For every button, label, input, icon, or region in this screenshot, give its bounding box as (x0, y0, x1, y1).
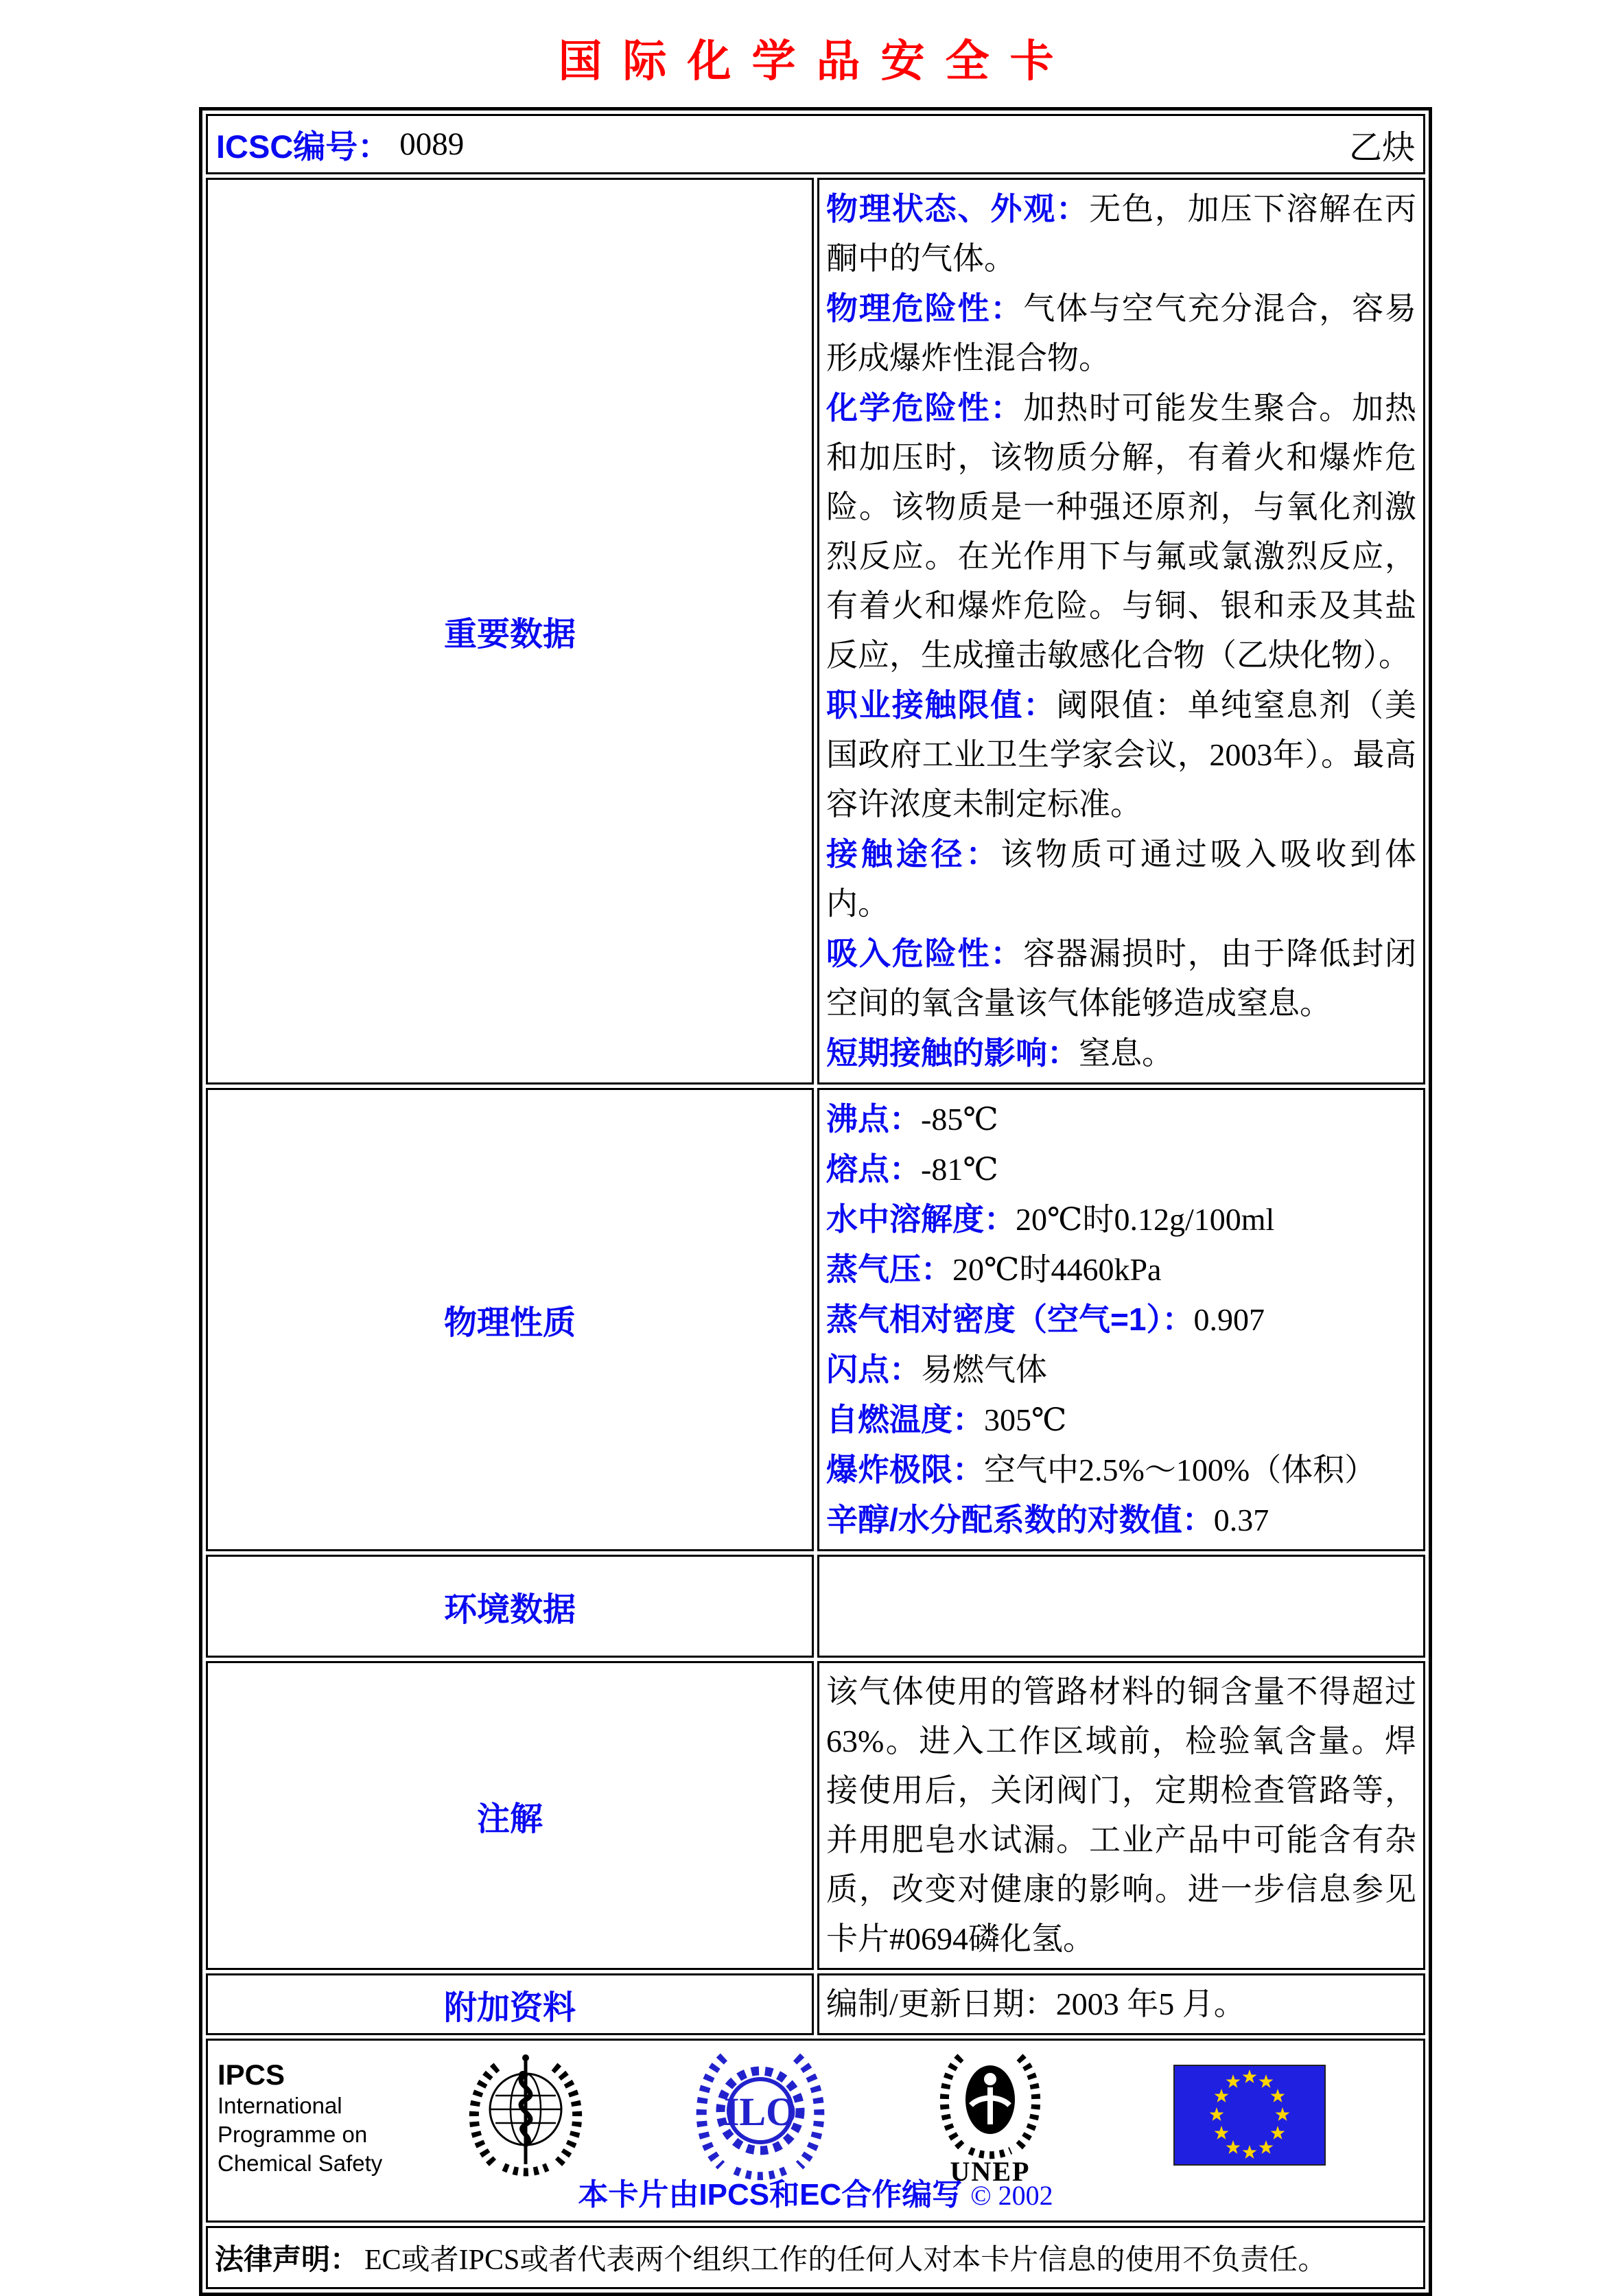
table-row-physical-properties (206, 1088, 1425, 1551)
property-value: 0.907 (1193, 1302, 1265, 1337)
field-label: 职业接触限值： (826, 687, 1057, 723)
property-value: 20℃时4460kPa (952, 1252, 1162, 1287)
notes-paragraph: 该气体使用的管路材料的铜含量不得超过63%。进入工作区域前，检验氧含量。焊接使用后，关闭阀门，定期检查管路等，并用肥皂水试漏。工业产品中可能含有杂质，改变对健康的影响。进一步信息参见卡片#0694磷化氢。 (826, 1674, 1416, 1956)
section-label-physical-properties: 物理性质 (206, 1088, 814, 1551)
eu-flag-icon (1174, 2065, 1325, 2165)
ipcs-acronym: IPCS (218, 2059, 285, 2091)
property-flash-point (826, 1345, 1416, 1395)
page-title: 国际化学品安全卡 (558, 37, 1075, 86)
property-melting-point (826, 1144, 1416, 1194)
notes-content (817, 1661, 1425, 1970)
safety-card-table (199, 107, 1432, 2296)
field-text: 窒息。 (1079, 1036, 1173, 1071)
field-text: 气体与空气充分混合，容易形成爆炸性混合物。 (826, 291, 1417, 375)
caption-copyright: © 2002 (970, 2180, 1053, 2211)
unep-wordmark: UNEP (950, 2156, 1031, 2187)
property-water-solubility (826, 1194, 1416, 1244)
ilo-logo (688, 2042, 832, 2186)
property-label: 蒸气相对密度（空气=1）： (826, 1301, 1194, 1337)
field-label: 物理危险性： (826, 290, 1024, 326)
section-label-additional-info: 附加资料 (206, 1973, 814, 2035)
ilo-letters: ILO (723, 2089, 797, 2134)
table-row-legal (206, 2226, 1425, 2289)
paragraph-chemical-danger (826, 383, 1416, 680)
property-boiling-point (826, 1094, 1416, 1144)
field-text: 阈限值：单纯窒息剂（美国政府工业卫生学家会议，2003年）。最高容许浓度未制定标准。 (826, 688, 1417, 822)
additional-info-content: 编制/更新日期：2003 年5 月。 (817, 1973, 1425, 2035)
field-label: 接触途径： (826, 836, 1001, 872)
legal-text: EC或者IPCS或者代表两个组织工作的任何人对本卡片信息的使用不负责任。 (364, 2245, 1327, 2276)
property-vapor-pressure (826, 1244, 1416, 1295)
cooperation-caption (208, 2170, 1423, 2214)
section-label-notes: 注解 (206, 1661, 814, 1970)
property-label: 沸点： (826, 1101, 921, 1137)
section-label-environmental-data: 环境数据 (206, 1555, 814, 1658)
field-text: 容器漏损时，由于降低封闭空间的氧含量该气体能够造成窒息。 (826, 936, 1417, 1021)
ipcs-line-1: International (218, 2093, 342, 2118)
property-label: 闪点： (826, 1352, 921, 1387)
who-logo (457, 2046, 594, 2183)
important-data-content (817, 178, 1425, 1085)
property-explosive-limits (826, 1445, 1416, 1495)
header-cell (206, 114, 1425, 174)
paragraph-short-term-effects (826, 1028, 1416, 1078)
physical-properties-content (817, 1088, 1425, 1551)
property-value: 305℃ (984, 1402, 1067, 1437)
field-label: 吸入危险性： (826, 936, 1024, 971)
property-label: 水中溶解度： (826, 1201, 1016, 1237)
icsc-number-group (216, 121, 464, 167)
ipcs-text-block (218, 2059, 382, 2178)
environmental-data-content (817, 1555, 1425, 1658)
property-label: 辛醇/水分配系数的对数值： (826, 1502, 1214, 1538)
icsc-number-value: 0089 (399, 126, 465, 162)
property-partition-coefficient (826, 1495, 1416, 1545)
field-text: 该物质可通过吸入吸收到体内。 (826, 837, 1416, 921)
paragraph-inhalation-risk (826, 929, 1416, 1028)
unep-logo-block (928, 2048, 1052, 2185)
table-row-additional-info (206, 1973, 1425, 2035)
header-flex (216, 116, 1415, 172)
field-label: 物理状态、外观： (826, 191, 1090, 227)
property-value: 易燃气体 (921, 1352, 1047, 1387)
property-value: 0.37 (1213, 1503, 1269, 1538)
table-row-important-data (206, 178, 1425, 1085)
field-label: 化学危险性： (826, 390, 1024, 426)
property-value: -85℃ (921, 1102, 998, 1137)
ipcs-line-2: Programme on (218, 2122, 368, 2147)
property-value: 20℃时0.12g/100ml (1016, 1202, 1275, 1237)
property-value: -81℃ (921, 1152, 998, 1187)
ipcs-line-3: Chemical Safety (218, 2150, 383, 2176)
property-label: 自燃温度： (826, 1402, 984, 1437)
paragraph-physical-danger (826, 283, 1416, 383)
table-row-notes (206, 1661, 1425, 1970)
property-value: 空气中2.5%～100%（体积） (984, 1452, 1377, 1487)
paragraph-occupational-limit (826, 680, 1416, 829)
table-row-environmental-data (206, 1555, 1425, 1658)
legal-cell (206, 2226, 1425, 2289)
property-label: 熔点： (826, 1151, 921, 1187)
logos-cell (206, 2039, 1425, 2223)
property-label: 爆炸极限： (826, 1452, 984, 1487)
field-label: 短期接触的影响： (826, 1035, 1079, 1071)
field-text: 无色，加压下溶解在丙酮中的气体。 (826, 192, 1417, 276)
table-row-header (206, 114, 1425, 174)
caption-text: 本卡片由IPCS和EC合作编写 (578, 2178, 963, 2212)
unep-logo (932, 2048, 1049, 2157)
icsc-number-label: ICSC编号： (216, 128, 390, 165)
chemical-name: 乙炔 (1348, 129, 1415, 166)
field-text: 加热时可能发生聚合。加热和加压时，该物质分解，有着火和爆炸危险。该物质是一种强还原剂，与氧化剂激烈反应。在光作用下与氟或氯激烈反应，有着火和爆炸危险。与铜、银和汞及其盐反应，生成撞击敏感化合物（乙炔化物）。 (826, 391, 1417, 673)
property-label: 蒸气压： (826, 1251, 952, 1287)
property-vapor-density (826, 1295, 1416, 1345)
property-autoignition-temp (826, 1395, 1416, 1445)
legal-label: 法律声明： (215, 2243, 360, 2275)
paragraph-exposure-route (826, 829, 1416, 929)
section-label-important-data: 重要数据 (206, 178, 814, 1085)
table-row-logos (206, 2039, 1425, 2223)
paragraph-physical-state (826, 184, 1416, 283)
